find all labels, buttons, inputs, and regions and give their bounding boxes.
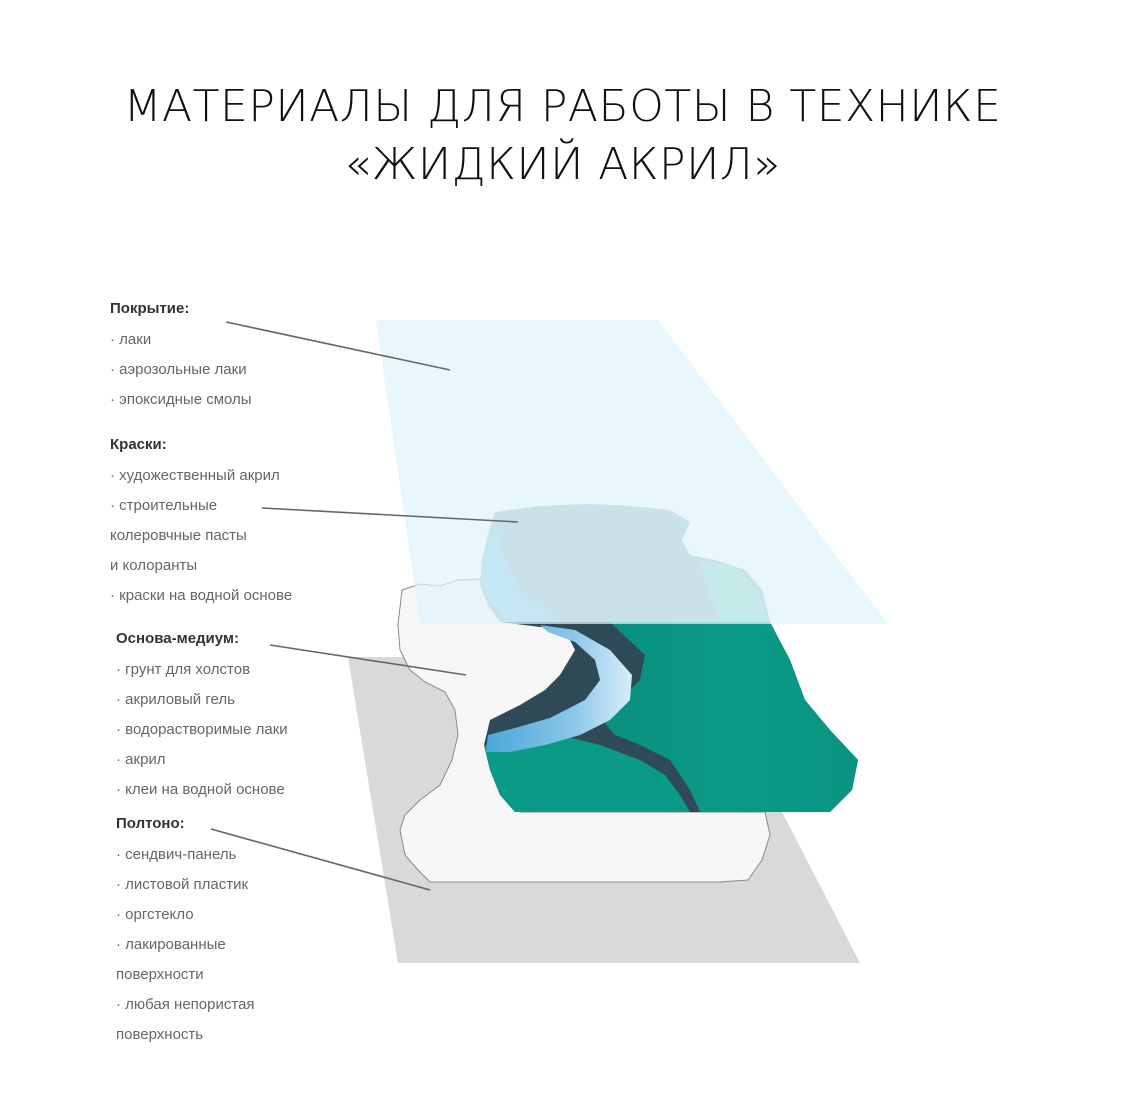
list-item: поверхность (116, 1026, 204, 1043)
title-line-2: «ЖИДКИЙ АКРИЛ» (344, 139, 781, 190)
list-item: · акриловый гель (116, 685, 288, 715)
list-item: поверхности (116, 966, 204, 983)
list-item: · листовой пластик (116, 870, 255, 900)
list-item: · оргстекло (116, 900, 255, 930)
legend-heading: Основа-медиум: (116, 630, 240, 647)
list-item: · лакированные (116, 930, 255, 960)
legend-heading: Покрытие: (110, 300, 190, 317)
list-item: · художественный акрил (110, 461, 292, 491)
list-item: · строительные (110, 491, 292, 521)
list-item: и колоранты (110, 557, 198, 574)
list-item: · краски на водной основе (110, 581, 292, 611)
list-item: · сендвич-панель (116, 840, 255, 870)
list-item: · любая непористая (116, 990, 255, 1020)
list-item: · аэрозольные лаки (110, 355, 252, 385)
list-item: · водорастворимые лаки (116, 715, 288, 745)
list-item: · грунт для холстов (116, 655, 288, 685)
list-item: · акрил (116, 745, 288, 775)
legend-coating (110, 300, 252, 415)
list-item: · клеи на водной основе (116, 775, 288, 805)
legend-heading: Полтоно: (116, 815, 185, 832)
list-item: · эпоксидные смолы (110, 385, 252, 415)
list-item: · лаки (110, 325, 252, 355)
legend-paints (110, 436, 292, 611)
legend-heading: Краски: (110, 436, 167, 453)
title-line-1: МАТЕРИАЛЫ ДЛЯ РАБОТЫ В ТЕХНИКЕ (123, 81, 1002, 132)
legend-medium (116, 630, 288, 805)
coating-layer (376, 320, 888, 624)
legend-base (116, 815, 255, 1050)
list-item: колеровчные пасты (110, 527, 247, 544)
